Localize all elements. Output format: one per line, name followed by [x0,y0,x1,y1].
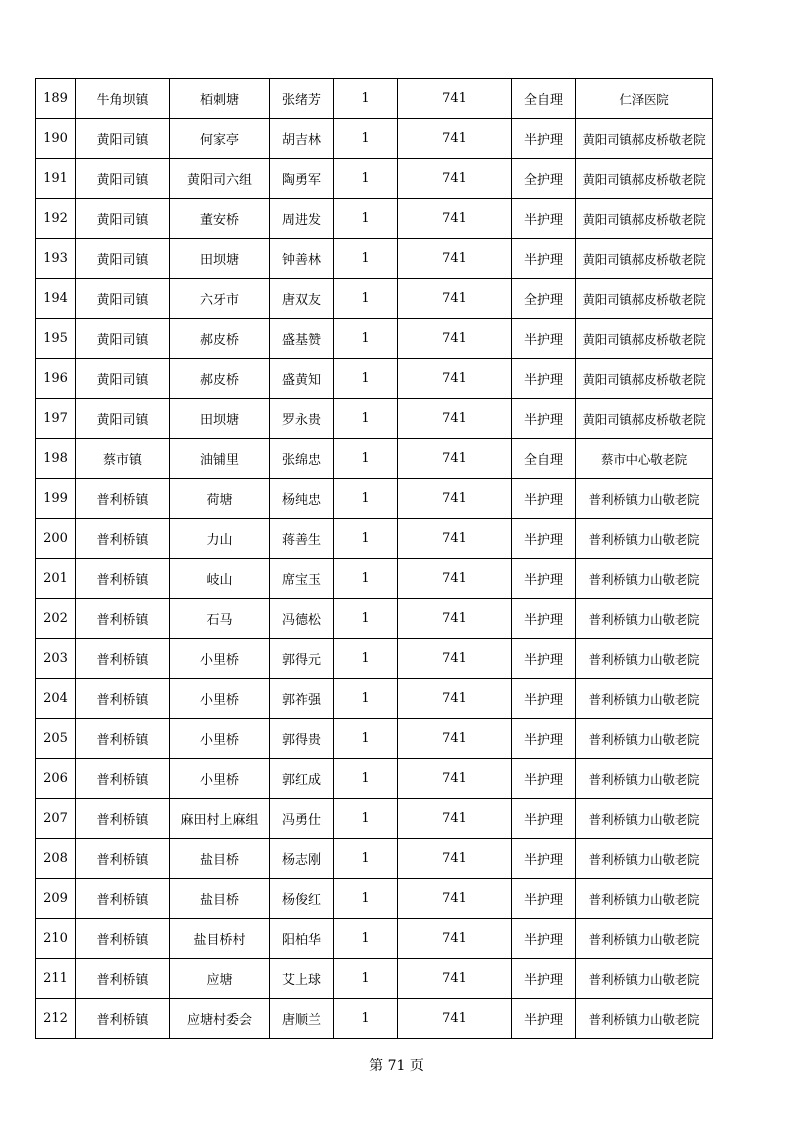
table-cell-care: 半护理 [512,119,576,159]
table-cell-name: 阳柏华 [270,919,334,959]
table-cell-name: 郭得贵 [270,719,334,759]
table-cell-name: 钟善林 [270,239,334,279]
table-row [36,799,713,839]
table-cell-index: 195 [36,319,76,359]
table-cell-org: 仁泽医院 [576,79,713,119]
table-cell-name: 冯勇仕 [270,799,334,839]
table-cell-index: 201 [36,559,76,599]
table-cell-name: 郭红成 [270,759,334,799]
table-cell-town: 黄阳司镇 [76,319,170,359]
table-cell-care: 半护理 [512,919,576,959]
table-cell-org: 普利桥镇力山敬老院 [576,799,713,839]
table-cell-village: 麻田村上麻组 [170,799,270,839]
table-cell-care: 半护理 [512,519,576,559]
table-row [36,319,713,359]
table-row [36,439,713,479]
table-cell-index: 208 [36,839,76,879]
table-cell-amount: 741 [398,399,512,439]
table-cell-count: 1 [334,999,398,1039]
table-cell-count: 1 [334,479,398,519]
table-cell-index: 206 [36,759,76,799]
table-cell-name: 唐双友 [270,279,334,319]
table-cell-care: 半护理 [512,559,576,599]
table-cell-count: 1 [334,679,398,719]
table-cell-village: 郝皮桥 [170,359,270,399]
table-row [36,479,713,519]
table-cell-care: 半护理 [512,959,576,999]
table-cell-amount: 741 [398,119,512,159]
table-cell-org: 普利桥镇力山敬老院 [576,679,713,719]
table-cell-org: 普利桥镇力山敬老院 [576,839,713,879]
table-cell-care: 半护理 [512,759,576,799]
table-cell-town: 普利桥镇 [76,839,170,879]
table-cell-village: 六牙市 [170,279,270,319]
table-cell-town: 普利桥镇 [76,959,170,999]
table-cell-name: 杨俊红 [270,879,334,919]
table-cell-org: 普利桥镇力山敬老院 [576,559,713,599]
table-cell-town: 普利桥镇 [76,879,170,919]
table-row [36,959,713,999]
table-cell-name: 唐顺兰 [270,999,334,1039]
table-cell-count: 1 [334,399,398,439]
table-cell-village: 荷塘 [170,479,270,519]
table-cell-amount: 741 [398,639,512,679]
table-cell-village: 田坝塘 [170,239,270,279]
table-cell-town: 黄阳司镇 [76,399,170,439]
table-cell-village: 应塘 [170,959,270,999]
table-cell-care: 全自理 [512,79,576,119]
table-cell-org: 黄阳司镇郝皮桥敬老院 [576,119,713,159]
table-cell-care: 半护理 [512,639,576,679]
table-cell-town: 黄阳司镇 [76,239,170,279]
table-cell-amount: 741 [398,479,512,519]
table-cell-care: 半护理 [512,679,576,719]
table-cell-index: 200 [36,519,76,559]
table-cell-town: 普利桥镇 [76,919,170,959]
table-cell-index: 198 [36,439,76,479]
table-cell-amount: 741 [398,279,512,319]
table-cell-org: 黄阳司镇郝皮桥敬老院 [576,319,713,359]
table-cell-count: 1 [334,879,398,919]
table-cell-care: 半护理 [512,839,576,879]
table-cell-org: 黄阳司镇郝皮桥敬老院 [576,199,713,239]
table-cell-village: 小里桥 [170,679,270,719]
table-cell-care: 半护理 [512,599,576,639]
table-cell-count: 1 [334,439,398,479]
table-cell-count: 1 [334,319,398,359]
table-row [36,999,713,1039]
table-cell-town: 黄阳司镇 [76,119,170,159]
table-cell-org: 普利桥镇力山敬老院 [576,959,713,999]
table-cell-village: 小里桥 [170,639,270,679]
table-cell-care: 半护理 [512,239,576,279]
table-row [36,399,713,439]
table-cell-count: 1 [334,359,398,399]
table-cell-index: 197 [36,399,76,439]
table-cell-name: 盛黄知 [270,359,334,399]
table-cell-amount: 741 [398,719,512,759]
table-cell-town: 黄阳司镇 [76,159,170,199]
table-cell-town: 黄阳司镇 [76,359,170,399]
table-cell-count: 1 [334,239,398,279]
table-row [36,719,713,759]
table-cell-count: 1 [334,199,398,239]
table-row [36,279,713,319]
table-cell-care: 半护理 [512,719,576,759]
table-cell-village: 岐山 [170,559,270,599]
table-cell-index: 194 [36,279,76,319]
table-row [36,639,713,679]
table-row [36,79,713,119]
table-cell-amount: 741 [398,679,512,719]
table-cell-index: 204 [36,679,76,719]
table-cell-amount: 741 [398,599,512,639]
table-cell-count: 1 [334,279,398,319]
table-cell-count: 1 [334,919,398,959]
table-cell-name: 席宝玉 [270,559,334,599]
table-cell-name: 杨志刚 [270,839,334,879]
table-cell-org: 黄阳司镇郝皮桥敬老院 [576,159,713,199]
table-cell-amount: 741 [398,199,512,239]
table-cell-village: 郝皮桥 [170,319,270,359]
table-cell-name: 陶勇军 [270,159,334,199]
table-row [36,359,713,399]
table-cell-town: 普利桥镇 [76,719,170,759]
table-cell-count: 1 [334,119,398,159]
table-cell-amount: 741 [398,959,512,999]
table-cell-org: 普利桥镇力山敬老院 [576,719,713,759]
table-cell-amount: 741 [398,999,512,1039]
table-cell-town: 普利桥镇 [76,999,170,1039]
table-cell-name: 杨纯忠 [270,479,334,519]
table-row [36,199,713,239]
table-row [36,919,713,959]
table-cell-index: 202 [36,599,76,639]
table-cell-town: 普利桥镇 [76,559,170,599]
table-cell-village: 董安桥 [170,199,270,239]
table-row [36,599,713,639]
table-cell-village: 应塘村委会 [170,999,270,1039]
table-cell-care: 半护理 [512,879,576,919]
records-table [35,78,713,1039]
table-cell-count: 1 [334,759,398,799]
table-cell-care: 全护理 [512,159,576,199]
table-row [36,839,713,879]
table-cell-village: 栢刺塘 [170,79,270,119]
table-cell-village: 石马 [170,599,270,639]
table-cell-town: 黄阳司镇 [76,279,170,319]
table-cell-town: 蔡市镇 [76,439,170,479]
table-cell-count: 1 [334,799,398,839]
table-cell-index: 191 [36,159,76,199]
table-row [36,239,713,279]
table-cell-name: 盛基赞 [270,319,334,359]
table-cell-name: 胡吉林 [270,119,334,159]
table-cell-org: 普利桥镇力山敬老院 [576,919,713,959]
table-cell-org: 蔡市中心敬老院 [576,439,713,479]
table-cell-village: 盐目桥村 [170,919,270,959]
table-row [36,759,713,799]
table-cell-amount: 741 [398,759,512,799]
table-cell-amount: 741 [398,359,512,399]
table-cell-name: 蒋善生 [270,519,334,559]
table-cell-care: 半护理 [512,199,576,239]
table-cell-town: 普利桥镇 [76,599,170,639]
table-row [36,679,713,719]
table-cell-village: 力山 [170,519,270,559]
table-cell-amount: 741 [398,879,512,919]
table-cell-amount: 741 [398,839,512,879]
table-cell-name: 张绵忠 [270,439,334,479]
table-cell-amount: 741 [398,559,512,599]
table-cell-amount: 741 [398,919,512,959]
table-cell-town: 普利桥镇 [76,799,170,839]
table-cell-village: 盐目桥 [170,839,270,879]
page-number: 第 71 页 [369,1058,424,1074]
table-cell-amount: 741 [398,79,512,119]
table-cell-index: 205 [36,719,76,759]
table-cell-index: 189 [36,79,76,119]
table-cell-town: 黄阳司镇 [76,199,170,239]
table-cell-index: 190 [36,119,76,159]
table-cell-org: 普利桥镇力山敬老院 [576,639,713,679]
table-cell-town: 普利桥镇 [76,519,170,559]
table-cell-org: 黄阳司镇郝皮桥敬老院 [576,359,713,399]
table-cell-index: 193 [36,239,76,279]
table-cell-town: 普利桥镇 [76,479,170,519]
table-cell-name: 罗永贵 [270,399,334,439]
table-row [36,519,713,559]
table-cell-org: 普利桥镇力山敬老院 [576,479,713,519]
table-cell-amount: 741 [398,239,512,279]
table-cell-care: 半护理 [512,799,576,839]
table-cell-care: 半护理 [512,479,576,519]
table-cell-org: 普利桥镇力山敬老院 [576,599,713,639]
table-cell-care: 半护理 [512,359,576,399]
table-cell-care: 半护理 [512,399,576,439]
table-cell-count: 1 [334,719,398,759]
table-cell-village: 盐目桥 [170,879,270,919]
table-cell-name: 郭祚强 [270,679,334,719]
table-cell-village: 何家亭 [170,119,270,159]
table-cell-count: 1 [334,559,398,599]
records-table-body [36,79,713,1039]
table-cell-village: 小里桥 [170,719,270,759]
table-cell-name: 周进发 [270,199,334,239]
table-cell-town: 普利桥镇 [76,759,170,799]
table-cell-count: 1 [334,639,398,679]
table-cell-amount: 741 [398,159,512,199]
table-row [36,559,713,599]
table-cell-amount: 741 [398,439,512,479]
table-cell-care: 全护理 [512,279,576,319]
table-cell-village: 小里桥 [170,759,270,799]
table-cell-index: 192 [36,199,76,239]
table-cell-index: 212 [36,999,76,1039]
table-row [36,119,713,159]
table-cell-amount: 741 [398,319,512,359]
table-cell-count: 1 [334,79,398,119]
table-cell-index: 209 [36,879,76,919]
table-row [36,879,713,919]
table-cell-name: 冯德松 [270,599,334,639]
table-cell-count: 1 [334,959,398,999]
table-cell-org: 黄阳司镇郝皮桥敬老院 [576,239,713,279]
table-cell-care: 全自理 [512,439,576,479]
table-cell-index: 199 [36,479,76,519]
table-cell-town: 普利桥镇 [76,679,170,719]
table-cell-village: 田坝塘 [170,399,270,439]
table-cell-index: 207 [36,799,76,839]
table-cell-amount: 741 [398,799,512,839]
table-cell-count: 1 [334,839,398,879]
table-cell-town: 普利桥镇 [76,639,170,679]
table-cell-org: 普利桥镇力山敬老院 [576,759,713,799]
table-cell-name: 艾上球 [270,959,334,999]
table-cell-count: 1 [334,599,398,639]
table-cell-org: 普利桥镇力山敬老院 [576,519,713,559]
table-row [36,159,713,199]
table-cell-org: 普利桥镇力山敬老院 [576,999,713,1039]
table-cell-index: 210 [36,919,76,959]
table-cell-care: 半护理 [512,999,576,1039]
table-cell-care: 半护理 [512,319,576,359]
table-cell-org: 黄阳司镇郝皮桥敬老院 [576,279,713,319]
table-cell-index: 203 [36,639,76,679]
table-cell-amount: 741 [398,519,512,559]
table-cell-index: 196 [36,359,76,399]
table-cell-name: 郭得元 [270,639,334,679]
table-cell-org: 黄阳司镇郝皮桥敬老院 [576,399,713,439]
table-cell-org: 普利桥镇力山敬老院 [576,879,713,919]
table-cell-name: 张绪芳 [270,79,334,119]
table-cell-count: 1 [334,519,398,559]
table-cell-village: 黄阳司六组 [170,159,270,199]
table-cell-village: 油铺里 [170,439,270,479]
table-cell-index: 211 [36,959,76,999]
table-cell-count: 1 [334,159,398,199]
table-cell-town: 牛角坝镇 [76,79,170,119]
